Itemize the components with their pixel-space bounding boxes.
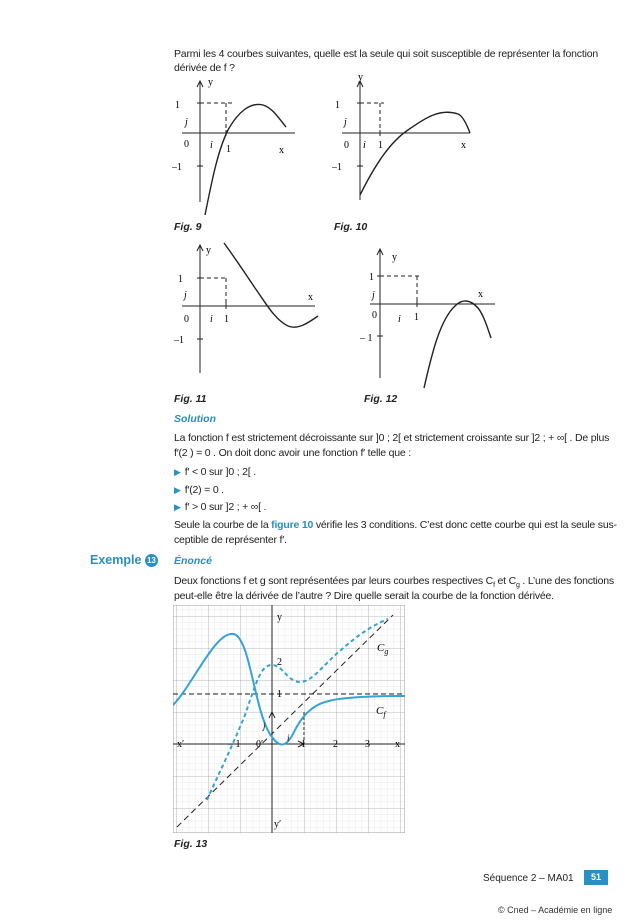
fig13-cg-label: $C_g$ bbox=[377, 642, 389, 656]
fig9-tick-1: 1 bbox=[175, 100, 180, 111]
figure-9-graph bbox=[170, 70, 310, 215]
solution-line1: La fonction f est strictement décroissante sur ]0 ; 2[ et strictement croissante sur ]2 ; + ∞[ . De plus bbox=[174, 432, 610, 444]
fig10-tick-minus1: –1 bbox=[332, 162, 342, 173]
fig12-x1: 1 bbox=[414, 312, 419, 323]
fig13-y-label: y bbox=[277, 612, 282, 623]
fig13-tick-3: 3 bbox=[365, 739, 370, 750]
fig11-tick-1: 1 bbox=[178, 274, 183, 285]
figure-12-graph bbox=[360, 238, 505, 388]
fig9-x-label: x bbox=[279, 145, 284, 156]
fig12-origin: 0 bbox=[372, 310, 377, 321]
fig13-ytick-1: 1 bbox=[277, 689, 282, 700]
solution-bullet-2: ▶ f′(2) = 0 . bbox=[174, 484, 224, 496]
fig13-caption: Fig. 13 bbox=[174, 838, 208, 850]
fig13-xp-label: x′ bbox=[177, 739, 185, 750]
example-line1: Deux fonctions f et g sont représentées par leurs courbes respectives $C_f$ et $C_g$ . L’une des fonctions bbox=[174, 575, 614, 590]
fig9-x1: 1 bbox=[226, 144, 231, 155]
fig9-i: i bbox=[210, 140, 213, 151]
footer-sequence: Séquence 2 – MA01 bbox=[483, 873, 574, 884]
fig11-tick-minus1: –1 bbox=[174, 335, 184, 346]
fig11-y-label: y bbox=[206, 245, 211, 256]
example-line2: peut-elle être la dérivée de l’autre ? Dire quelle serait la courbe de la fonction dérivée. bbox=[174, 590, 554, 602]
solution-conclusion-end: ceptible de représenter f′. bbox=[174, 534, 287, 546]
fig13-j: j bbox=[263, 721, 266, 731]
fig10-j: j bbox=[344, 117, 347, 128]
fig10-i: i bbox=[363, 140, 366, 151]
fig12-y-label: y bbox=[392, 252, 397, 263]
figure-10-link[interactable]: figure 10 bbox=[271, 519, 314, 531]
bullet-icon: ▶ bbox=[174, 467, 181, 477]
fig12-caption: Fig. 12 bbox=[364, 393, 398, 405]
example-label: Exemple 13 bbox=[90, 553, 158, 567]
solution-conclusion: Seule la courbe de la figure 10 vérifie les 3 conditions. C’est donc cette courbe qui est la seule sus- bbox=[174, 519, 617, 531]
fig10-x-label: x bbox=[461, 140, 466, 151]
fig10-x1: 1 bbox=[378, 140, 383, 151]
fig13-origin-label: 0′ bbox=[256, 739, 264, 750]
fig13-x-label: x bbox=[395, 739, 400, 750]
fig12-x-label: x bbox=[478, 289, 483, 300]
fig12-tick-1: 1 bbox=[369, 272, 374, 283]
fig13-tick-1: 1 bbox=[301, 739, 306, 750]
fig10-caption: Fig. 10 bbox=[334, 221, 368, 233]
fig12-tick-minus1: – 1 bbox=[360, 333, 373, 344]
question-text: Parmi les 4 courbes suivantes, quelle est la seule qui soit susceptible de représenter la fonction dérivée de f ? bbox=[174, 48, 598, 74]
figure-10-graph bbox=[330, 70, 480, 215]
example-number-badge: 13 bbox=[145, 554, 158, 567]
fig9-origin: 0 bbox=[184, 139, 189, 150]
fig9-y-label: y bbox=[208, 77, 213, 88]
fig13-tick-minus1: – 1 bbox=[228, 739, 241, 750]
footer-copyright: © Cned – Académie en ligne bbox=[498, 905, 613, 915]
bullet-icon: ▶ bbox=[174, 485, 181, 495]
fig12-i: i bbox=[398, 314, 401, 325]
fig11-i: i bbox=[210, 314, 213, 325]
example-heading: Énoncé bbox=[174, 555, 212, 567]
solution-heading: Solution bbox=[174, 413, 216, 425]
fig9-j: j bbox=[185, 117, 188, 128]
page-number-badge: 51 bbox=[584, 870, 608, 885]
figure-13-graph bbox=[173, 605, 405, 833]
bullet-icon: ▶ bbox=[174, 502, 181, 512]
fig9-caption: Fig. 9 bbox=[174, 221, 202, 233]
fig13-yp-label: y′ bbox=[274, 819, 282, 830]
fig10-origin: 0 bbox=[344, 140, 349, 151]
fig13-tick-2: 2 bbox=[333, 739, 338, 750]
fig10-tick-1: 1 bbox=[335, 100, 340, 111]
solution-line2: f′(2 ) = 0 . On doit donc avoir une fonction f′ telle que : bbox=[174, 447, 411, 459]
fig12-j: j bbox=[372, 290, 375, 301]
fig13-i: i bbox=[287, 733, 290, 743]
fig11-caption: Fig. 11 bbox=[174, 393, 207, 405]
fig11-j: j bbox=[184, 290, 187, 301]
figure-11-graph bbox=[170, 238, 320, 388]
fig13-ytick-2: 2 bbox=[277, 657, 282, 668]
fig13-cf-label: $C_f$ bbox=[376, 705, 386, 719]
fig11-x1: 1 bbox=[224, 314, 229, 325]
fig11-x-label: x bbox=[308, 292, 313, 303]
fig10-y-label: y bbox=[358, 72, 363, 83]
fig9-tick-minus1: –1 bbox=[172, 162, 182, 173]
solution-bullet-1: ▶ f′ < 0 sur ]0 ; 2[ . bbox=[174, 466, 256, 478]
fig11-origin: 0 bbox=[184, 314, 189, 325]
solution-bullet-3: ▶ f′ > 0 sur ]2 ; + ∞[ . bbox=[174, 501, 267, 513]
